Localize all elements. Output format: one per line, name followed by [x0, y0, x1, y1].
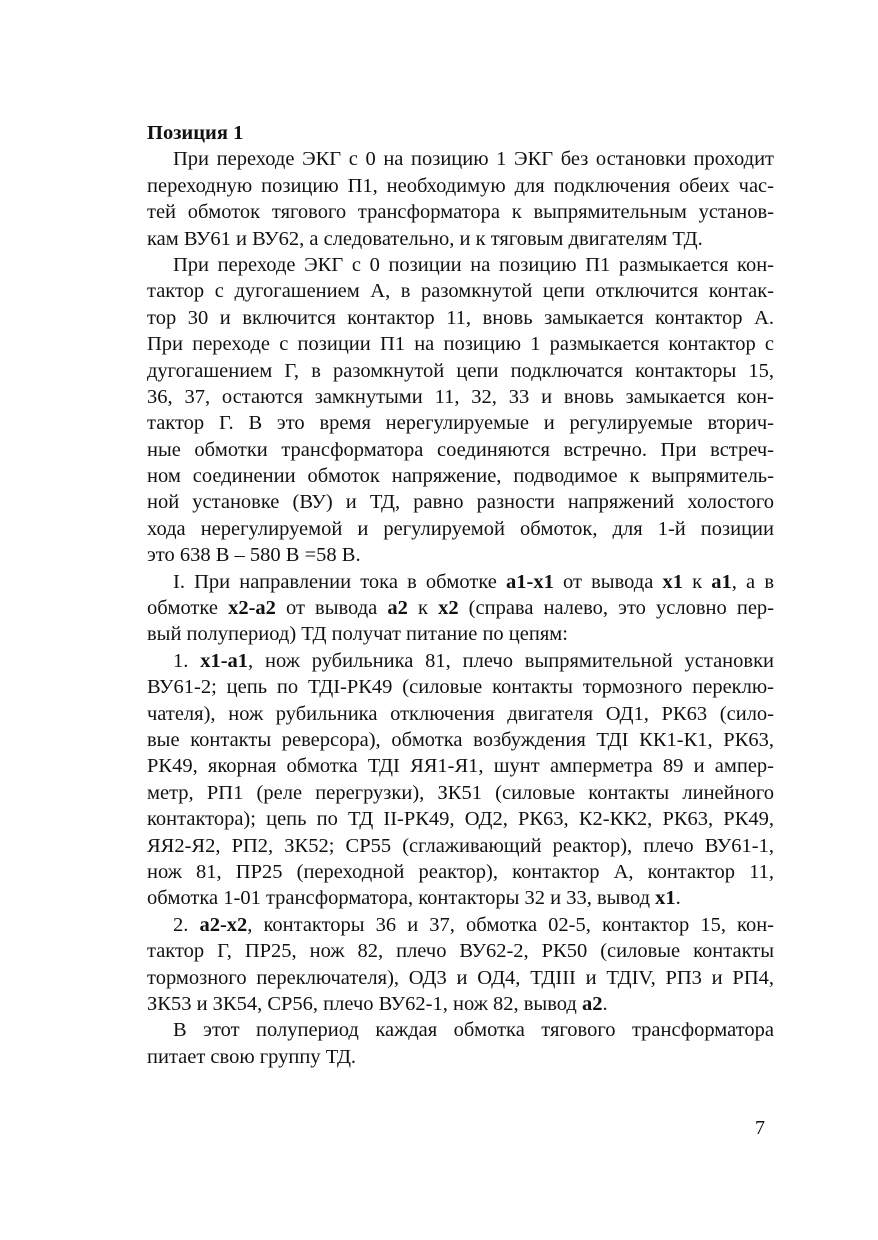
paragraph-2-line [147, 252, 774, 278]
bold-term: x1 [655, 887, 676, 910]
paragraph-4-line [147, 780, 774, 806]
text-run: I. При направлении тока в обмотке [173, 570, 507, 593]
text-run: тормозного переключателя), ОД3 и ОД4, ТДIII и ТДIV, РП3 и РП4, [147, 966, 774, 989]
text-run: это 638 В – 580 В =58 В. [147, 544, 361, 567]
paragraph-2-line [147, 278, 774, 304]
paragraph-2-line [147, 410, 774, 436]
text-run: ном соединении обмоток напряжение, подводимое к выпрямитель- [147, 465, 774, 488]
text-run: ВУ61-2; цепь по ТДI-РК49 (силовые контакты тормозного переклю- [147, 676, 774, 699]
paragraph-2-line [147, 542, 774, 568]
text-run: ной установке (ВУ) и ТД, равно разности напряжений холостого [147, 491, 774, 514]
text-run: переходную позицию П1, необходимую для подключения обеих час- [147, 174, 774, 197]
text-run: ЗК53 и ЗК54, СР56, плечо ВУ62-1, нож 82, вывод [147, 992, 582, 1015]
text-run: ные обмотки трансформатора соединяются встречно. При встреч- [147, 438, 774, 461]
text-run: обмотка 1-01 трансформатора, контакторы 32 и 33, вывод [147, 887, 656, 910]
bold-term: a2 [387, 597, 408, 620]
bold-term: x2 [438, 597, 459, 620]
paragraph-6-line [147, 1044, 774, 1070]
text-run: к [682, 570, 712, 593]
text-run: вые контакты реверсора), обмотка возбуждения ТДI КК1-К1, РК63, [147, 728, 774, 751]
text-run: метр, РП1 (реле перегрузки), ЗК51 (силовые контакты линейного [147, 781, 774, 804]
text-run: тактор Г, ПР25, нож 82, плечо ВУ62-2, РК50 (силовые контакты [147, 940, 774, 963]
text-run: нож 81, ПР25 (переходной реактор), контактор А, контактор 11, [147, 860, 774, 883]
text-run: ЯЯ2-Я2, РП2, ЗК52; СР55 (сглаживающий реактор), плечо ВУ61-1, [147, 834, 774, 857]
text-run: обмотке [147, 597, 229, 620]
text-run: чателя), нож рубильника отключения двигателя ОД1, РК63 (сило- [147, 702, 774, 725]
paragraph-4-line [147, 753, 774, 779]
text-run: . [675, 887, 681, 910]
text-run: 2. [173, 913, 200, 936]
text-run: тактор с дугогашением А, в разомкнутой цепи отключится контак- [147, 280, 774, 303]
paragraph-4-line [147, 806, 774, 832]
paragraph-2-line [147, 463, 774, 489]
paragraph-5-line [147, 965, 774, 991]
bold-term: a2-x2 [199, 913, 248, 936]
paragraph-4-line [147, 727, 774, 753]
text-run: (справа налево, это условно пер- [458, 597, 774, 620]
text-run: от вывода [553, 570, 663, 593]
paragraph-2-line [147, 489, 774, 515]
paragraph-5-line [147, 912, 774, 938]
paragraph-3-line [147, 569, 774, 595]
paragraph-4-line [147, 833, 774, 859]
text-run: РК49, якорная обмотка ТДI ЯЯ1-Я1, шунт амперметра 89 и ампер- [147, 755, 774, 778]
paragraph-4-line [147, 859, 774, 885]
paragraph-2-line [147, 358, 774, 384]
text-run: , а в [731, 570, 774, 593]
bold-term: x1-a1 [200, 649, 249, 672]
text-run: При переходе ЭКГ с 0 на позицию 1 ЭКГ без остановки проходит [173, 148, 774, 171]
paragraph-3-line [147, 595, 774, 621]
section-heading: Позиция 1 [147, 122, 244, 144]
text-run: питает свою группу ТД. [147, 1045, 357, 1068]
paragraph-6-line [147, 1017, 774, 1043]
paragraph-2-line [147, 305, 774, 331]
paragraph-2-line [147, 384, 774, 410]
bold-term: a2 [581, 992, 603, 1015]
text-run: При переходе с позиции П1 на позицию 1 размыкается контактор с [147, 333, 774, 356]
text-run: к [407, 597, 439, 620]
paragraph-4-line [147, 674, 774, 700]
text-run: кам ВУ61 и ВУ62, а следовательно, и к тяговым двигателям ТД. [147, 227, 703, 250]
text-run: дугогашением Г, в разомкнутой цепи подключатся контакторы 15, [147, 359, 774, 382]
paragraph-5-line [147, 991, 774, 1017]
text-run: 1. [173, 649, 201, 672]
paragraph-4-line [147, 701, 774, 727]
bold-term: x2-a2 [228, 597, 276, 620]
paragraph-2-line [147, 331, 774, 357]
text-run: , нож рубильника 81, плечо выпрямительной установки [248, 649, 775, 672]
paragraph-5-line [147, 938, 774, 964]
paragraph-2-line [147, 516, 774, 542]
paragraph-1-line [147, 173, 774, 199]
text-run: , контакторы 36 и 37, обмотка 02-5, контактор 15, кон- [247, 913, 775, 936]
paragraph-1-line [147, 226, 774, 252]
text-run: тей обмоток тягового трансформатора к выпрямительным установ- [147, 201, 774, 224]
paragraph-2-line [147, 437, 774, 463]
text-run: от вывода [275, 597, 388, 620]
text-run: вый полупериод) ТД получат питание по цепям: [147, 623, 568, 646]
bold-term: a1 [711, 570, 732, 593]
paragraph-1-line [147, 146, 774, 172]
text-run: тактор Г. В это время нерегулируемые и регулируемые вторич- [147, 412, 774, 435]
text-run: . [602, 992, 608, 1015]
page-body [147, 120, 774, 1070]
text-run: 36, 37, остаются замкнутыми 11, 32, 33 и вновь замыкается кон- [147, 385, 774, 408]
paragraph-3-line [147, 621, 774, 647]
text-run: хода нерегулируемой и регулируемой обмоток, для 1-й позиции [147, 517, 774, 540]
text-run: контактора); цепь по ТД II-РК49, ОД2, РК63, К2-КК2, РК63, РК49, [147, 808, 774, 831]
paragraph-4-line [147, 885, 774, 911]
paragraph-4-line [147, 648, 774, 674]
page-number: 7 [755, 1117, 765, 1139]
bold-term: a1-x1 [506, 570, 554, 593]
text-run: В этот полупериод каждая обмотка тягового трансформатора [173, 1019, 774, 1042]
paragraph-1-line [147, 199, 774, 225]
bold-term: x1 [662, 570, 683, 593]
text-run: тор 30 и включится контактор 11, вновь замыкается контактор А. [147, 306, 774, 329]
text-run: При переходе ЭКГ с 0 позиции на позицию П1 размыкается кон- [173, 253, 774, 276]
